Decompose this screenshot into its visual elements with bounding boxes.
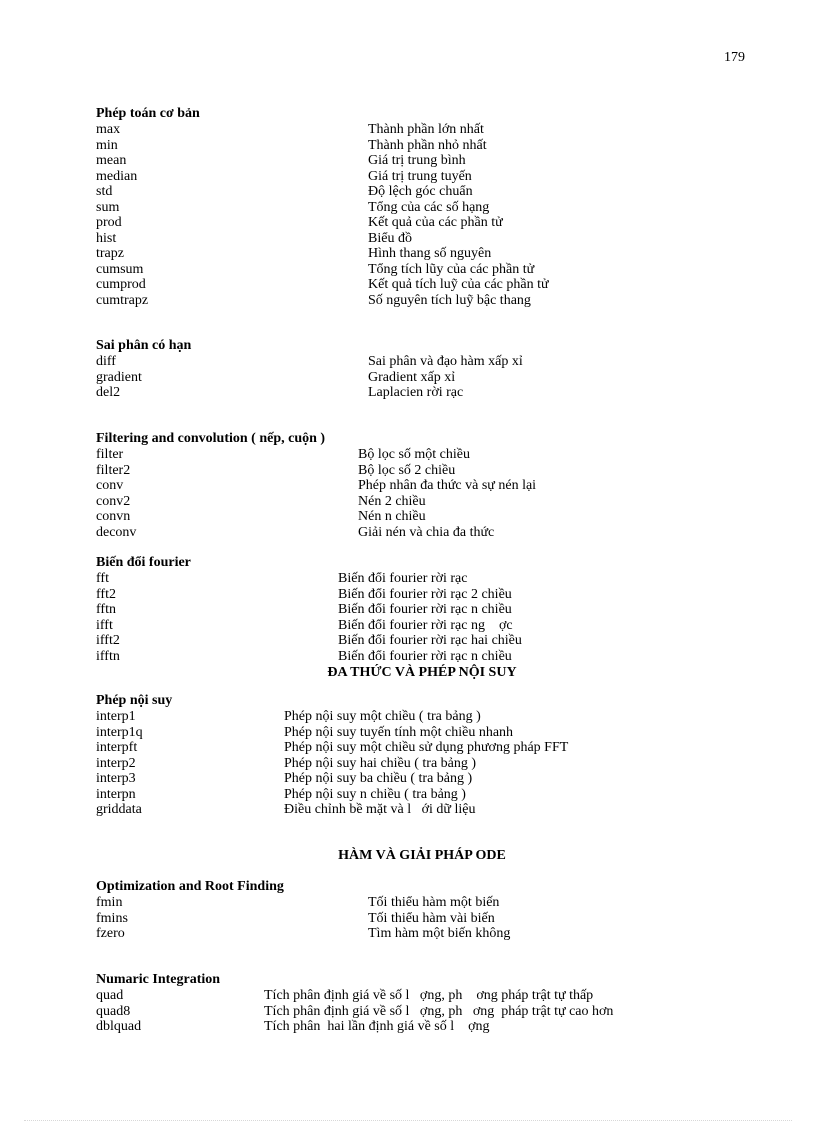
function-name: interp1 [96, 709, 136, 724]
function-description: Sai phân và đạo hàm xấp xỉ [368, 354, 523, 369]
function-name: conv [96, 478, 124, 493]
function-description: Tối thiểu hàm vài biến [368, 910, 495, 926]
function-row [96, 740, 568, 756]
function-description: Hình thang số nguyên [368, 246, 492, 261]
function-row [96, 215, 549, 231]
section-fourier [96, 555, 522, 664]
section-title: Numaric Integration [96, 972, 221, 987]
function-name: gradient [96, 369, 142, 385]
function-name: ifftn [96, 648, 120, 664]
function-description: Tổng của các số hạng [368, 199, 490, 215]
section-numeric-integration [96, 972, 613, 1035]
function-description: Tổng tích lũy của các phần tử [368, 261, 535, 277]
function-description: Laplacien rời rạc [368, 385, 464, 400]
function-name: cumtrapz [96, 292, 149, 308]
function-description: Phép nhân đa thức và sự nén lại [358, 478, 537, 493]
function-description: Biến đổi fourier rời rạc hai chiều [338, 633, 522, 648]
function-description: Thành phần nhỏ nhất [368, 137, 487, 153]
function-description: Tìm hàm một biến không [368, 926, 511, 941]
function-name: ifft [96, 617, 113, 633]
function-name: cumsum [96, 261, 144, 277]
function-description: Kết quả của các phần tử [368, 215, 503, 230]
function-row [96, 1019, 613, 1035]
section-title: Filtering and convolution ( nếp, cuộn ) [96, 431, 326, 446]
function-description: Nén n chiều [358, 509, 426, 524]
function-row [96, 633, 522, 649]
function-description: Biến đổi fourier rời rạc 2 chiều [338, 586, 512, 602]
footer-divider [24, 1120, 792, 1121]
function-name: fft2 [96, 586, 116, 602]
function-name: convn [96, 509, 131, 524]
function-row [96, 911, 510, 927]
function-name: interpn [96, 786, 136, 802]
section-interpolation [96, 693, 568, 818]
function-description: Phép nội suy hai chiều ( tra bảng ) [284, 755, 477, 771]
function-row [96, 988, 613, 1004]
function-description: Giải nén và chia đa thức [358, 524, 495, 540]
function-row [96, 262, 549, 278]
function-name: fzero [96, 926, 125, 941]
function-name: min [96, 137, 118, 153]
function-description: Độ lệch góc chuẩn [368, 184, 473, 199]
function-name: trapz [96, 246, 124, 261]
function-name: interp1q [96, 724, 143, 740]
function-name: fmins [96, 910, 128, 926]
function-row [96, 447, 536, 463]
function-description: Giá trị trung tuyến [368, 168, 472, 184]
function-row [96, 771, 568, 787]
function-name: fmin [96, 895, 123, 910]
function-row [96, 525, 536, 541]
function-row [96, 354, 523, 370]
function-description: Phép nội suy một chiều ( tra bảng ) [284, 709, 481, 724]
function-row [96, 787, 568, 803]
function-name: interp3 [96, 771, 136, 786]
function-row [96, 370, 523, 386]
section-title: Sai phân có hạn [96, 338, 192, 353]
function-name: quad [96, 988, 124, 1003]
function-name: interpft [96, 740, 138, 755]
function-description: Bộ lọc số 2 chiều [358, 462, 456, 478]
function-row [96, 200, 549, 216]
function-row [96, 169, 549, 185]
function-name: filter2 [96, 462, 131, 478]
function-name: mean [96, 153, 127, 168]
function-row [96, 385, 523, 401]
function-name: ifft2 [96, 633, 120, 648]
function-description: Tích phân định giá về số l ợng, ph ơng pháp trật tự cao hơn [264, 1003, 614, 1019]
function-description: Tích phân hai lần định giá về số l ợng [264, 1019, 490, 1034]
function-name: median [96, 168, 138, 184]
function-description: Biến đổi fourier rời rạc [338, 571, 468, 586]
function-name: dblquad [96, 1019, 142, 1034]
function-row [96, 293, 549, 309]
function-row [96, 649, 522, 665]
function-name: prod [96, 215, 122, 230]
function-row [96, 277, 549, 293]
function-row [96, 478, 536, 494]
function-description: Biến đổi fourier rời rạc ng ợc [338, 617, 513, 633]
function-name: hist [96, 230, 117, 246]
section-finite-differences [96, 338, 523, 401]
function-name: quad8 [96, 1003, 131, 1019]
section-optimization [96, 879, 510, 942]
function-row [96, 895, 510, 911]
function-description: Phép nội suy ba chiều ( tra bảng ) [284, 771, 473, 786]
function-description: Kết quả tích luỹ của các phần tử [368, 277, 549, 292]
function-description: Biến đổi fourier rời rạc n chiều [338, 648, 512, 664]
function-description: Nén 2 chiều [358, 493, 426, 509]
function-row [96, 122, 549, 138]
function-name: sum [96, 199, 120, 215]
chapter-heading-ode: HÀM VÀ GIẢI PHÁP ODE [338, 848, 506, 863]
function-name: interp2 [96, 755, 136, 771]
function-description: Phép nội suy n chiều ( tra bảng ) [284, 786, 466, 802]
function-name: diff [96, 354, 116, 369]
function-name: filter [96, 447, 124, 462]
function-description: Tích phân định giá về số l ợng, ph ơng pháp trật tự thấp [264, 988, 594, 1003]
function-description: Bộ lọc số một chiều [358, 447, 470, 462]
function-description: Số nguyên tích luỹ bậc thang [368, 292, 531, 308]
function-description: Biến đổi fourier rời rạc n chiều [338, 602, 512, 617]
function-name: fft [96, 571, 109, 586]
section-title: Biến đổi fourier [96, 555, 191, 570]
function-row [96, 509, 536, 525]
function-name: conv2 [96, 493, 131, 509]
function-description: Phép nội suy một chiều sử dụng phương pháp FFT [284, 740, 569, 755]
section-filtering [96, 431, 536, 540]
function-description: Tối thiểu hàm một biến [368, 895, 500, 910]
function-row [96, 1004, 613, 1020]
function-name: griddata [96, 802, 142, 817]
section-title: Phép toán cơ bản [96, 106, 200, 121]
function-row [96, 709, 568, 725]
function-row [96, 571, 522, 587]
function-description: Giá trị trung bình [368, 153, 466, 168]
function-row [96, 463, 536, 479]
function-row [96, 246, 549, 262]
function-row [96, 756, 568, 772]
function-row [96, 725, 568, 741]
section-title: Optimization and Root Finding [96, 879, 284, 894]
function-row [96, 184, 549, 200]
section-basic-operations [96, 106, 549, 308]
page-number: 179 [724, 50, 745, 65]
function-row [96, 802, 568, 818]
function-name: std [96, 184, 113, 199]
function-description: Thành phần lớn nhất [368, 122, 484, 137]
function-row [96, 494, 536, 510]
function-row [96, 231, 549, 247]
function-row [96, 153, 549, 169]
function-row [96, 138, 549, 154]
function-description: Điều chỉnh bề mặt và l ới dữ liệu [284, 802, 476, 817]
section-title: Phép nội suy [96, 693, 173, 708]
function-description: Gradient xấp xỉ [368, 369, 456, 385]
function-name: cumprod [96, 277, 146, 292]
function-description: Phép nội suy tuyến tính một chiều nhanh [284, 724, 514, 740]
function-description: Biểu đồ [368, 230, 412, 246]
function-name: del2 [96, 385, 121, 400]
function-row [96, 587, 522, 603]
function-row [96, 602, 522, 618]
function-name: deconv [96, 524, 137, 540]
function-name: max [96, 122, 121, 137]
chapter-heading-polynomials: ĐA THỨC VÀ PHÉP NỘI SUY [327, 665, 517, 680]
function-row [96, 926, 510, 942]
function-name: fftn [96, 602, 116, 617]
function-row [96, 618, 522, 634]
